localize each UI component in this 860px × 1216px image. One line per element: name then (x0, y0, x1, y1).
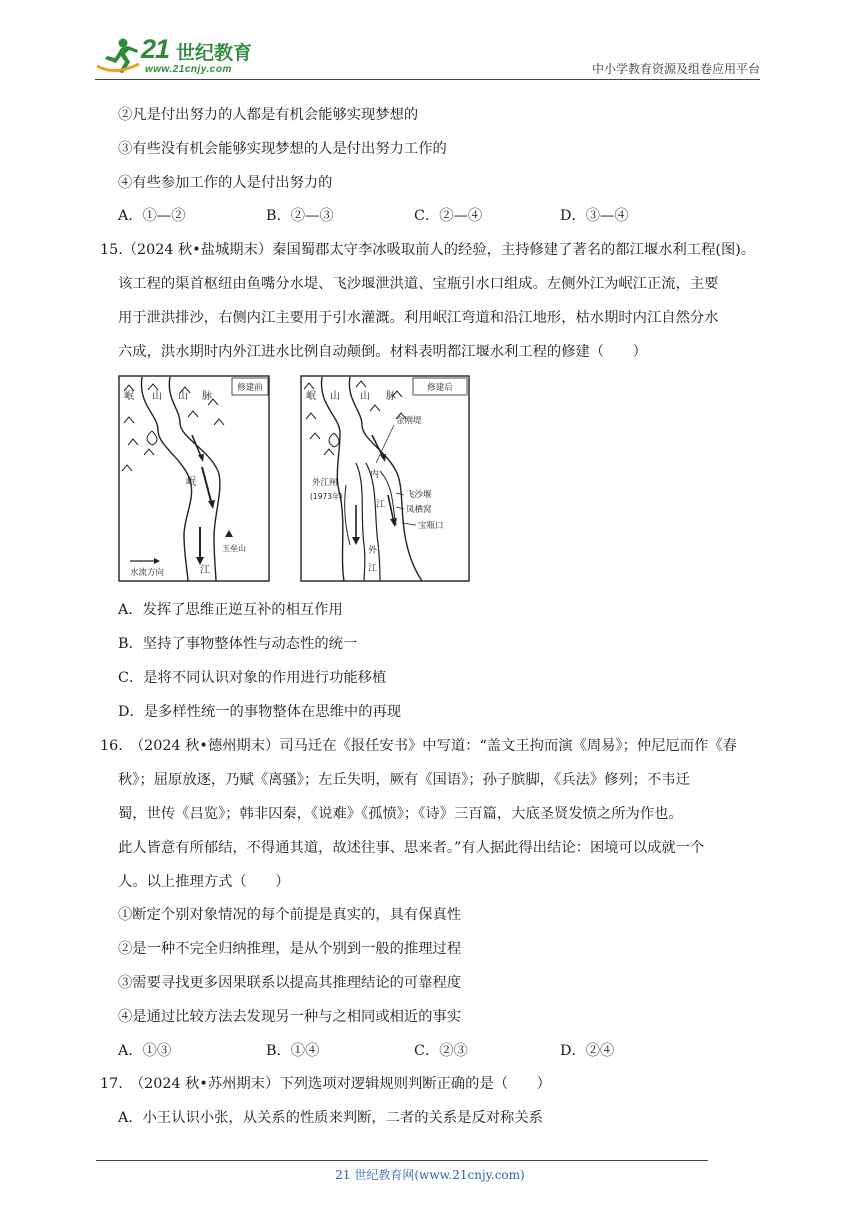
map-before (119, 376, 269, 581)
label-waijiang-gate: 外江闸 (312, 478, 338, 488)
q16-statement-2: ②是一种不完全归纳推理，是从个别到一般的推理过程 (118, 941, 462, 957)
logo-text: 世纪教育 (176, 42, 253, 64)
platform-title: 中小学教育资源及组卷应用平台 (591, 62, 760, 76)
q14-option-a[interactable]: A．①—② (118, 208, 186, 224)
after-mountain-3: 山 (360, 391, 370, 402)
q14-options (118, 209, 629, 223)
after-mountain-2: 山 (330, 391, 340, 402)
q16-statement-3: ③需要寻找更多因果联系以提高其推理结论的可靠程度 (118, 975, 462, 991)
q14-option-d[interactable]: D．③—④ (560, 208, 629, 224)
q15-option-b[interactable]: B．坚持了事物整体性与动态性的统一 (118, 636, 358, 652)
q15-stem-line-2: 该工程的渠首枢纽由鱼嘴分水堤、飞沙堰泄洪道、宝瓶引水口组成。左侧外江为岷江正流，主要 (118, 276, 719, 292)
before-river-1: 岷 (186, 477, 196, 488)
page-footer[interactable]: 21 世纪教育网(www.21cnjy.com) (335, 1168, 525, 1182)
q16-stem-line-2: 秋》；屈原放逐，乃赋《离骚》；左丘失明，厥有《国语》；孙子膑脚，《兵法》修列；不韦迁 (118, 772, 690, 788)
before-river-2: 江 (200, 565, 210, 576)
footer-divider (96, 1160, 708, 1161)
logo-url: www.21cnjy.com (145, 64, 232, 75)
logo-number: 21 (141, 34, 170, 64)
q16-statement-1: ①断定个别对象情况的每个前提是真实的，具有保真性 (118, 907, 462, 923)
before-legend: 水流方向 (130, 568, 165, 578)
q15-stem-line-1: 15.（2024 秋•盐城期末）秦国蜀郡太守李冰吸取前人的经验，主持修建了著名的都江堰水利工程(图)。 (100, 242, 756, 258)
label-jiang2: 江 (368, 564, 378, 574)
label-feishayan: 飞沙堰 (406, 490, 432, 500)
after-mountain-1: 岷 (306, 391, 316, 402)
label-gate-year: (1973年) (310, 492, 343, 501)
before-mountain-2: 山 (152, 391, 162, 402)
q16-statement-4: ④是通过比较方法去发现另一种与之相同或相近的事实 (118, 1009, 462, 1025)
q16-stem-line-5: 人。以上推理方式（ ） (118, 874, 290, 890)
page-header (95, 30, 760, 80)
site-logo[interactable] (95, 36, 265, 76)
q17-option-a[interactable]: A．小王认识小张，从关系的性质来判断，二者的关系是反对称关系 (118, 1110, 543, 1126)
after-tag: 修建后 (427, 383, 453, 393)
q15-option-c[interactable]: C．是将不同认识对象的作用进行功能移植 (118, 670, 387, 686)
after-mountain-4: 脉 (386, 391, 396, 402)
q16-options (118, 1044, 614, 1058)
before-mountain-1: 岷 (124, 391, 134, 402)
q16-stem-line-1: 16. （2024 秋•德州期末）司马迁在《报任安书》中写道：“盖文王拘而演《周易》；仲尼厄而作《春 (100, 738, 737, 754)
q16-option-a[interactable]: A．①③ (118, 1043, 172, 1059)
before-tag: 修建前 (237, 383, 263, 393)
q14-statement-4: ④有些参加工作的人是付出努力的 (118, 175, 333, 191)
header-divider (95, 79, 760, 80)
q16-stem-line-4: 此人皆意有所郁结，不得通其道，故述往事、思来者。”有人据此得出结论：困境可以成就一个 (118, 840, 705, 856)
before-mountain-3: 山 (178, 391, 188, 402)
label-jiang: 江 (376, 500, 386, 510)
q15-stem-line-3: 用于泄洪排沙，右侧内江主要用于引水灌溉。利用岷江弯道和沿江地形，枯水期时内江自然分水 (118, 310, 719, 326)
q16-option-b[interactable]: B．①④ (266, 1043, 320, 1059)
before-peak-label: 玉垒山 (222, 544, 246, 553)
label-jingang-dyke: 金刚堤 (396, 416, 422, 426)
q15-option-d[interactable]: D．是多样性统一的事物整体在思维中的再现 (118, 704, 402, 720)
q15-stem-line-4: 六成，洪水期时内外江进水比例自动颠倒。材料表明都江堰水利工程的修建（ ） (118, 344, 647, 360)
dujiangyan-figure (118, 375, 508, 583)
map-after (301, 376, 469, 581)
q16-option-d[interactable]: D．②④ (560, 1043, 615, 1059)
before-mountain-4: 脉 (202, 391, 212, 402)
q15-option-a[interactable]: A．发挥了思维正逆互补的相互作用 (118, 602, 343, 618)
dujiangyan-map-svg (118, 375, 508, 583)
label-nei: 内 (370, 470, 380, 480)
q14-option-c[interactable]: C．②—④ (414, 208, 483, 224)
label-baopingkou: 宝瓶口 (418, 521, 444, 531)
q14-statement-2: ②凡是付出努力的人都是有机会能够实现梦想的 (118, 107, 419, 123)
q17-stem: 17. （2024 秋•苏州期末）下列选项对逻辑规则判断正确的是（ ） (100, 1076, 551, 1092)
q14-statement-3: ③有些没有机会能够实现梦想的人是付出努力工作的 (118, 141, 447, 157)
label-fengqiwo: 凤栖窝 (406, 505, 432, 515)
label-wai: 外 (368, 546, 378, 556)
q16-option-c[interactable]: C．②③ (414, 1043, 468, 1059)
q14-option-b[interactable]: B．②—③ (266, 208, 334, 224)
runner-logo-icon (95, 36, 143, 76)
q16-stem-line-3: 蜀，世传《吕览》；韩非囚秦，《说难》《孤愤》；《诗》三百篇，大底圣贤发愤之所为作也。 (118, 806, 683, 822)
